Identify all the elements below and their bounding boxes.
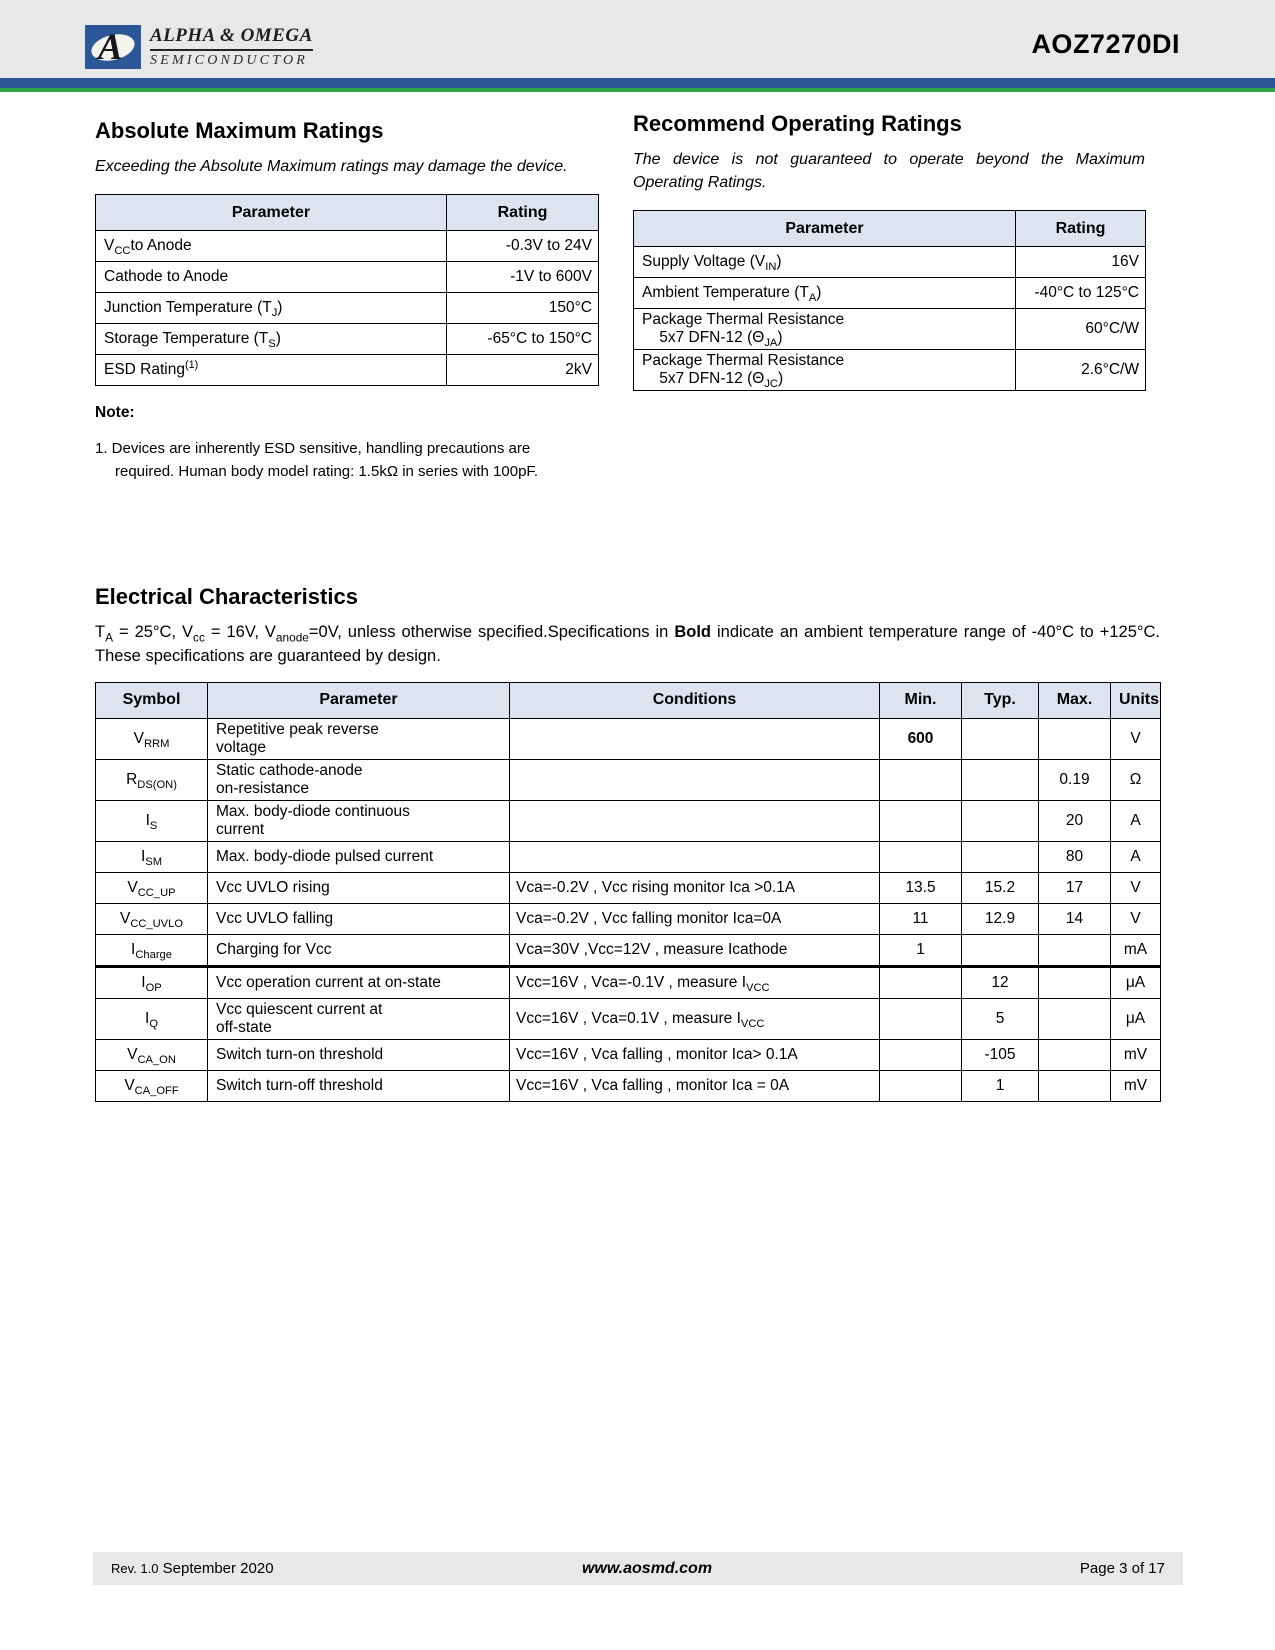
min-cell: 11	[880, 903, 962, 934]
rating-cell: -40°C to 125°C	[1016, 278, 1146, 309]
parameter-cell: Charging for Vcc	[208, 934, 510, 966]
logo-monogram: A	[98, 27, 123, 68]
table-row	[96, 293, 599, 324]
min-cell: 13.5	[880, 872, 962, 903]
header-blue-bar	[0, 78, 1275, 88]
table-row	[96, 998, 1161, 1039]
min-cell	[880, 841, 962, 872]
table-row	[96, 903, 1161, 934]
aos-logo-icon	[85, 25, 141, 69]
symbol-cell: $V_{CC\_UVLO}$	[96, 903, 208, 934]
max-cell: 20	[1039, 800, 1111, 841]
rating-cell: -65°C to 150°C	[447, 324, 599, 355]
table-row	[96, 934, 1161, 966]
table-row	[96, 841, 1161, 872]
min-cell	[880, 1070, 962, 1101]
note-text: 1. Devices are inherently ESD sensitive, handling precautions are required. Human body model rating: 1.5kΩ in series with 100pF.	[95, 440, 539, 480]
table-row	[96, 966, 1161, 998]
column-header: Max.	[1039, 682, 1111, 718]
column-header: Parameter	[208, 682, 510, 718]
abs-max-table	[95, 194, 599, 386]
units-cell: V	[1111, 718, 1161, 759]
conditions-cell	[510, 759, 880, 800]
section-intro: The device is not guaranteed to operate beyond the Maximum Operating Ratings.	[633, 151, 1145, 192]
min-cell: 1	[880, 934, 962, 966]
typ-cell: 12.9	[962, 903, 1039, 934]
elec-table	[95, 682, 1161, 1102]
typ-cell	[962, 800, 1039, 841]
table-row	[96, 262, 599, 293]
table-row	[96, 231, 599, 262]
units-cell: mV	[1111, 1039, 1161, 1070]
parameter-cell: Ambient Temperature $(T_A)$	[634, 278, 1016, 309]
conditions-cell: Vca=-0.2V , Vcc falling monitor Ica=0A	[510, 903, 880, 934]
recommend-operating-ratings-section	[633, 111, 1145, 391]
max-cell: 0.19	[1039, 759, 1111, 800]
parameter-cell: Package Thermal Resistance 5x7 DFN-12 $(\Theta_{JC})$	[634, 350, 1016, 391]
electrical-characteristics-section	[95, 584, 1160, 1102]
symbol-cell: $V_{CA\_ON}$	[96, 1039, 208, 1070]
rating-cell: 2kV	[447, 355, 599, 386]
symbol-cell: $V_{CC\_UP}$	[96, 872, 208, 903]
conditions-cell	[510, 841, 880, 872]
parameter-cell: Vcc UVLO rising	[208, 872, 510, 903]
max-cell: 17	[1039, 872, 1111, 903]
symbol-cell: $V_{RRM}$	[96, 718, 208, 759]
table-row	[96, 1039, 1161, 1070]
min-cell	[880, 966, 962, 998]
parameter-cell: Switch turn-on threshold	[208, 1039, 510, 1070]
table-row	[96, 759, 1161, 800]
units-cell: mA	[1111, 934, 1161, 966]
parameter-cell: Supply Voltage $(V_{IN})$	[634, 247, 1016, 278]
typ-cell: 5	[962, 998, 1039, 1039]
typ-cell: 1	[962, 1070, 1039, 1101]
rating-cell: -0.3V to 24V	[447, 231, 599, 262]
parameter-cell: $V_{CC}to$ Anode	[96, 231, 447, 262]
section-title: Electrical Characteristics	[95, 584, 358, 609]
header-green-bar	[0, 88, 1275, 92]
table-row	[634, 247, 1146, 278]
table-row	[96, 718, 1161, 759]
absolute-maximum-ratings-section	[95, 118, 598, 483]
typ-cell	[962, 759, 1039, 800]
units-cell: mV	[1111, 1070, 1161, 1101]
conditions-cell: Vcc=16V , Vca=-0.1V , measure $I_{VCC}$	[510, 966, 880, 998]
table-row	[96, 1070, 1161, 1101]
max-cell	[1039, 718, 1111, 759]
rating-cell: 2.6°C/W	[1016, 350, 1146, 391]
footer-website-link[interactable]: www.aosmd.com	[581, 1559, 713, 1577]
brand-name: ALPHA & OMEGA	[150, 25, 313, 51]
parameter-cell: Static cathode-anode on-resistance	[208, 759, 510, 800]
conditions-cell: Vca=30V ,Vcc=12V , measure Icathode	[510, 934, 880, 966]
parameter-cell: Vcc quiescent current at off-state	[208, 998, 510, 1039]
footer-revision	[93, 1560, 441, 1577]
units-cell: A	[1111, 841, 1161, 872]
table-header-row	[96, 682, 1161, 718]
parameter-cell: Vcc UVLO falling	[208, 903, 510, 934]
note-label: Note:	[95, 404, 135, 422]
table-row	[634, 350, 1146, 391]
units-cell: V	[1111, 903, 1161, 934]
section-intro: $T_A = 25^\circ C$, $V_{cc} = 16V$, $V_{anode}=0V$, unless otherwise specified.Specifications in Bold indicate an ambient temperature range of -40°C to +125°C. These specifications are guaranteed by design.	[95, 623, 1160, 665]
typ-cell: -105	[962, 1039, 1039, 1070]
max-cell	[1039, 934, 1111, 966]
symbol-cell: $I_{OP}$	[96, 966, 208, 998]
section-intro: Exceeding the Absolute Maximum ratings may damage the device.	[95, 158, 568, 175]
column-header: Min.	[880, 682, 962, 718]
parameter-cell: ESD Rating$^{(1)}$	[96, 355, 447, 386]
parameter-cell: Switch turn-off threshold	[208, 1070, 510, 1101]
symbol-cell: $R_{DS(ON)}$	[96, 759, 208, 800]
column-header: Rating	[1016, 211, 1146, 247]
symbol-cell: $I_{Charge}$	[96, 934, 208, 966]
min-cell	[880, 759, 962, 800]
section-title: Absolute Maximum Ratings	[95, 118, 384, 143]
table-row	[96, 324, 599, 355]
units-cell: μA	[1111, 966, 1161, 998]
rating-cell: -1V to 600V	[447, 262, 599, 293]
rating-cell: 60°C/W	[1016, 309, 1146, 350]
table-header-row	[634, 211, 1146, 247]
revision-label: Rev. 1.0	[111, 1561, 159, 1576]
conditions-cell: Vcc=16V , Vca=0.1V , measure $I_{VCC}$	[510, 998, 880, 1039]
min-cell	[880, 998, 962, 1039]
units-cell: V	[1111, 872, 1161, 903]
part-number: AOZ7270DI	[1031, 29, 1180, 59]
parameter-cell: Vcc operation current at on-state	[208, 966, 510, 998]
table-row	[96, 800, 1161, 841]
table-row	[96, 355, 599, 386]
column-header: Rating	[447, 195, 599, 231]
parameter-cell: Package Thermal Resistance 5x7 DFN-12 $(\Theta_{JA})$	[634, 309, 1016, 350]
max-cell	[1039, 998, 1111, 1039]
typ-cell: 12	[962, 966, 1039, 998]
parameter-cell: Max. body-diode pulsed current	[208, 841, 510, 872]
units-cell: A	[1111, 800, 1161, 841]
brand-subname: SEMICONDUCTOR	[150, 53, 309, 68]
units-cell: μA	[1111, 998, 1161, 1039]
min-cell: 600	[880, 718, 962, 759]
table-row	[634, 278, 1146, 309]
page-footer	[93, 1552, 1183, 1585]
parameter-cell: Storage Temperature $(T_S)$	[96, 324, 447, 355]
typ-cell	[962, 934, 1039, 966]
column-header: Symbol	[96, 682, 208, 718]
conditions-cell: Vca=-0.2V , Vcc rising monitor Ica >0.1A	[510, 872, 880, 903]
table-header-row	[96, 195, 599, 231]
max-cell	[1039, 1039, 1111, 1070]
table-row	[96, 872, 1161, 903]
column-header: Parameter	[96, 195, 447, 231]
table-row	[634, 309, 1146, 350]
symbol-cell: $V_{CA\_OFF}$	[96, 1070, 208, 1101]
min-cell	[880, 800, 962, 841]
parameter-cell: Repetitive peak reverse voltage	[208, 718, 510, 759]
parameter-cell: Max. body-diode continuous current	[208, 800, 510, 841]
column-header: Parameter	[634, 211, 1016, 247]
rating-cell: 16V	[1016, 247, 1146, 278]
footer-page-number: Page 3 of 17	[1079, 1560, 1165, 1577]
max-cell	[1039, 966, 1111, 998]
conditions-cell: Vcc=16V , Vca falling , monitor Ica> 0.1A	[510, 1039, 880, 1070]
column-header: Conditions	[510, 682, 880, 718]
min-cell	[880, 1039, 962, 1070]
section-title: Recommend Operating Ratings	[633, 111, 962, 136]
symbol-cell: $I_{SM}$	[96, 841, 208, 872]
max-cell: 14	[1039, 903, 1111, 934]
max-cell: 80	[1039, 841, 1111, 872]
column-header: Typ.	[962, 682, 1039, 718]
conditions-cell	[510, 718, 880, 759]
max-cell	[1039, 1070, 1111, 1101]
parameter-cell: Junction Temperature $(T_J)$	[96, 293, 447, 324]
symbol-cell: $I_Q$	[96, 998, 208, 1039]
rec-op-table	[633, 210, 1146, 391]
parameter-cell: Cathode to Anode	[96, 262, 447, 293]
rating-cell: 150°C	[447, 293, 599, 324]
typ-cell	[962, 718, 1039, 759]
typ-cell	[962, 841, 1039, 872]
conditions-cell	[510, 800, 880, 841]
units-cell: Ω	[1111, 759, 1161, 800]
symbol-cell: $I_S$	[96, 800, 208, 841]
typ-cell: 15.2	[962, 872, 1039, 903]
column-header: Units	[1111, 682, 1161, 718]
revision-date: September 2020	[162, 1560, 274, 1577]
conditions-cell: Vcc=16V , Vca falling , monitor Ica = 0A	[510, 1070, 880, 1101]
aos-logo	[85, 25, 313, 69]
